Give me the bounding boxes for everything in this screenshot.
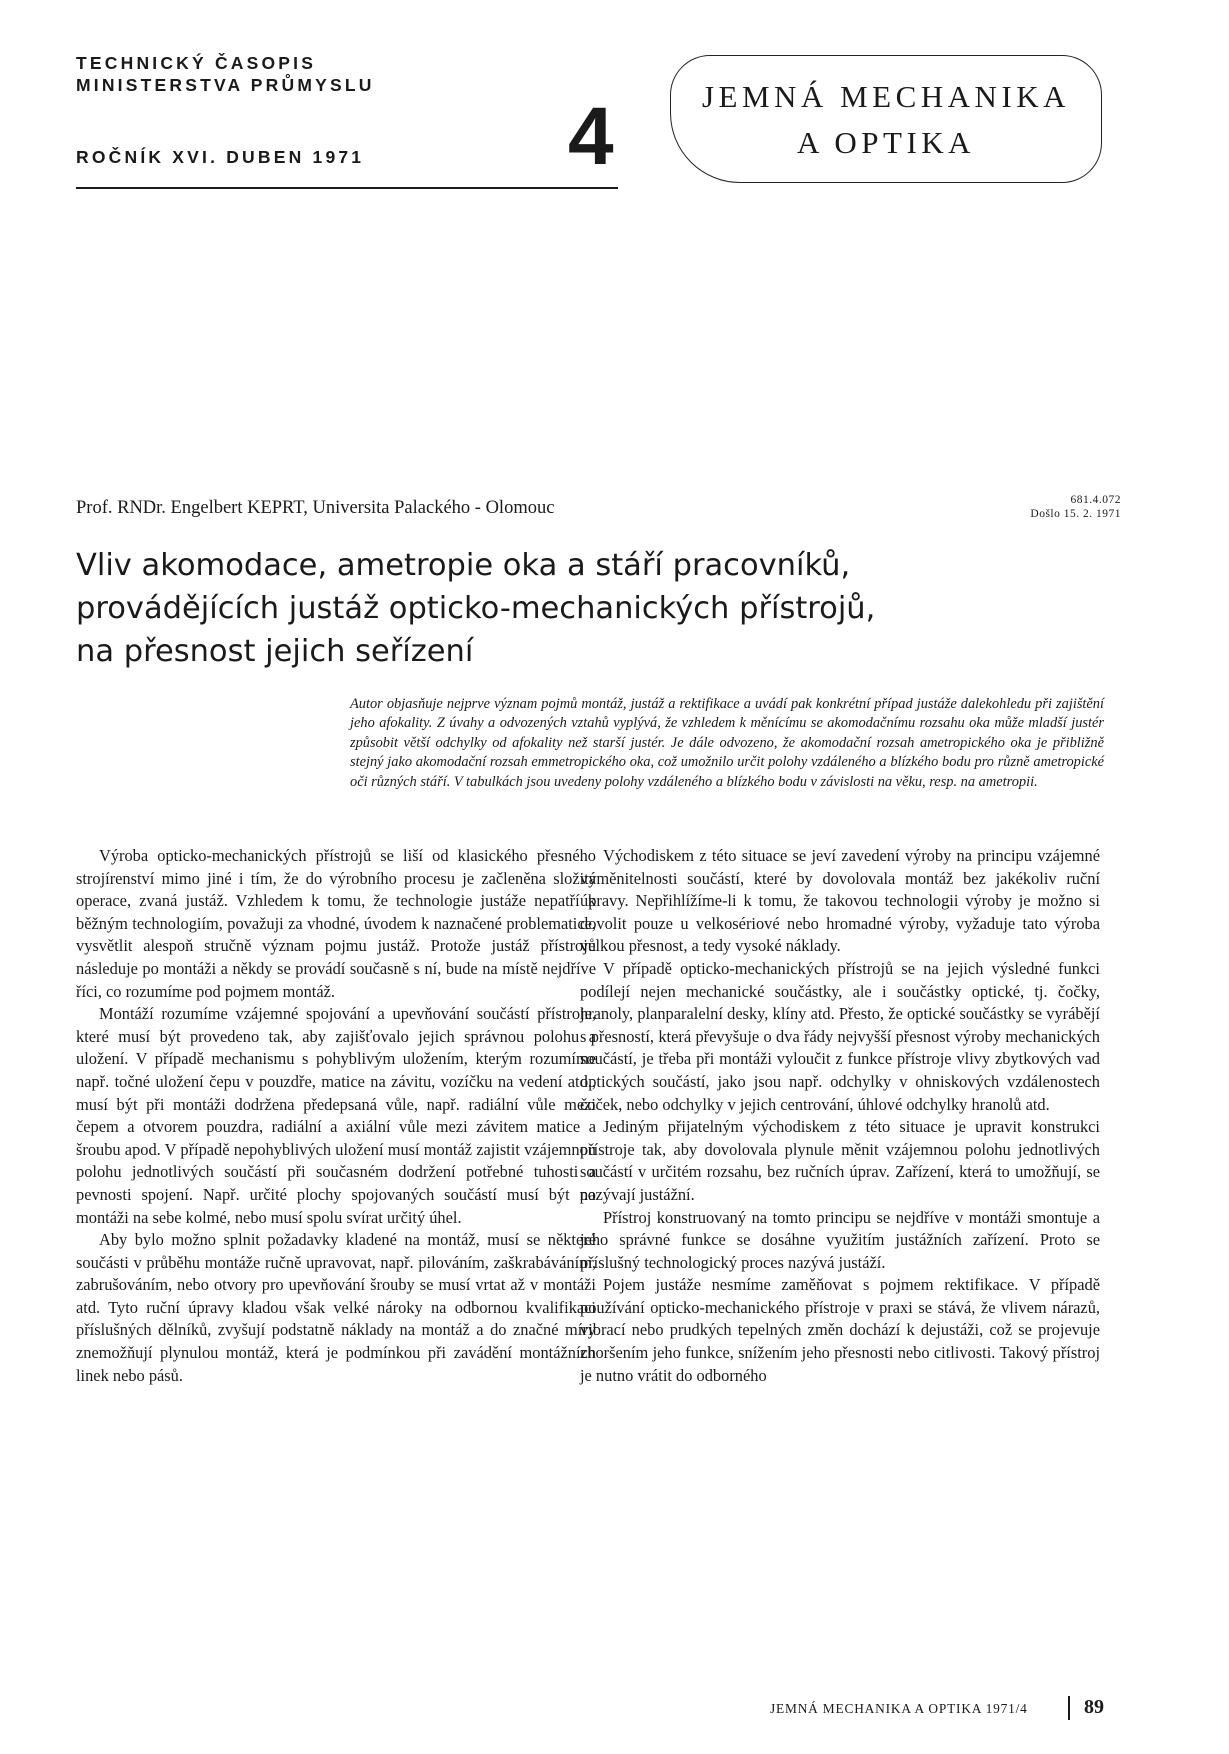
page-number: 89: [1084, 1696, 1104, 1718]
article-meta: [1030, 493, 1121, 521]
volume-date: ROČNÍK XVI. DUBEN 1971: [76, 147, 365, 167]
issue-number: 4: [568, 91, 614, 182]
publisher-line-2: MINISTERSTVA PRŮMYSLU: [76, 75, 375, 95]
title-line-2: provádějících justáž opticko-mechanických přístrojů,: [76, 591, 876, 626]
paragraph: Přístroj konstruovaný na tomto principu se nejdříve v montáži smontuje a jeho správné funkce se dosáhne využitím justážních zařízení. Proto se příslušný technologický proces nazývá justáží.: [580, 1207, 1100, 1272]
body-column-left: [76, 845, 596, 1387]
footer-separator: [1068, 1696, 1070, 1720]
journal-title-line-1: JEMNÁ MECHANIKA: [701, 79, 1071, 114]
abstract: Autor objasňuje nejprve význam pojmů montáž, justáž a rektifikace a uvádí pak konkrétní případ justáže dalekohledu při zajištění jeho afokality. Z úvahy a odvozených vztahů vyplývá, že vzhledem k měnícímu se akomodačnímu rozsahu oka může mladší justér způsobit větší odchylky od afokality než starší justér. Je dále odvozeno, že akomodační rozsah ametropického oka je přibližně stejný jako akomodační rozsah emmetropického oka, což umožnilo určit polohy vzdáleného a blízkého bodu pro různě ametropické oči různých stáří. V tabulkách jsou uvedeny polohy vzdáleného a blízkého bodu v závislosti na věku, resp. na ametropii.: [350, 696, 1104, 790]
received-date: Došlo 15. 2. 1971: [1030, 508, 1121, 520]
paragraph: V případě opticko-mechanických přístrojů se na jejich výsledné funkci podílejí nejen mechanické součástky, ale i součástky optické, tj. čočky, hranoly, planparalelní desky, klíny atd. Přesto, že optické součástky se vyrábějí s přesností, která převyšuje o dva řády nejvyšší přesnost výroby mechanických součástí, je třeba při montáži vyloučit z funkce přístroje vlivy zbytkových vad optických součástí, jako jsou např. odchylky v ohniskových vzdálenostech čoček, nebo odchylky v jejich centrování, úhlové odchylky hranolů atd.: [580, 958, 1100, 1114]
journal-title-line-2: A OPTIKA: [796, 125, 976, 160]
article-title: [76, 544, 1136, 673]
journal-title-box: [670, 55, 1102, 183]
author-line: Prof. RNDr. Engelbert KEPRT, Universita Palackého - Olomouc: [76, 498, 555, 518]
paragraph: Jediným přijatelným východiskem z této situace je upravit konstrukci přístroje tak, aby dovolovala plynule měnit vzájemnou polohu jednotlivých součástí v určitém rozsahu, bez ručních úprav. Zařízení, která to umožňují, se nazývají justážní.: [580, 1117, 1100, 1204]
paragraph: Východiskem z této situace se jeví zavedení výroby na principu vzájemné vyměnitelnosti součástí, které by dovolovala montáž bez jakékoliv ruční úpravy. Nepřihlížíme-li k tomu, že takovou technologii výroby je možno si dovolit pouze u velkosériové nebo hromadné výroby, vyžaduje tato výroba velkou přesnost, a tedy vysoké náklady.: [580, 846, 1100, 956]
paragraph: Montáží rozumíme vzájemné spojování a upevňování součástí přístroje, které musí být provedeno tak, aby zajišťovalo jejich správnou polohu a uložení. V případě mechanismu s pohyblivým uložením, kterým rozumíme např. točné uložení čepu v pouzdře, matice na závitu, vozíčku na vedení atd., musí být při montáži dodržena předepsaná vůle, např. radiální vůle mezi čepem a otvorem pouzdra, radiální a axiální vůle mezi závitem matice a šroubu apod. V případě nepohyblivých uložení musí montáž zajistit vzájemnou polohu jednotlivých součástí při současném dodržení potřebné tuhosti a pevnosti spojení. Např. určité plochy spojovaných součástí musí být po montáži na sebe kolmé, nebo musí spolu svírat určitý úhel.: [76, 1004, 596, 1227]
publisher-line-1: TECHNICKÝ ČASOPIS: [76, 53, 317, 73]
masthead: [76, 52, 626, 168]
paragraph: Pojem justáže nesmíme zaměňovat s pojmem rektifikace. V případě používání opticko-mechanického přístroje v praxi se stává, že vlivem nárazů, vibrací nebo prudkých tepelných změn dochází k dejustáži, což se projevuje zhoršením jeho funkce, snížením jeho přesnosti nebo citlivosti. Takový přístroj je nutno vrátit do odborného: [580, 1275, 1100, 1385]
masthead-rule: [76, 187, 618, 189]
title-line-1: Vliv akomodace, ametropie oka a stáří pracovníků,: [76, 548, 851, 583]
title-line-3: na přesnost jejich seřízení: [76, 634, 474, 669]
body-column-right: [580, 845, 1100, 1387]
paragraph: Aby bylo možno splnit požadavky kladené na montáž, musí se některé součásti v průběhu montáže ručně upravovat, např. pilováním, zaškrabáváním, zabrušováním, nebo otvory pro upevňování šrouby se musí vrtat až v montáži atd. Tyto ruční úpravy kladou však velké nároky na odbornou kvalifikaci příslušných dělníků, zvyšují podstatně náklady na montáž a do značné míry znemožňují plynulou montáž, která je podmínkou při zavádění montážních linek nebo pásů.: [76, 1230, 596, 1385]
paragraph: Výroba opticko-mechanických přístrojů se liší od klasického přesného strojírenství mimo jiné i tím, že do výrobního procesu je začleněna složitá operace, zvaná justáž. Vzhledem k tomu, že technologie justáže nepatří k běžným technologiím, považuji za vhodné, úvodem k naznačené problematice, vysvětlit alespoň stručně význam pojmu justáž. Protože justáž přístrojů následuje po montáži a někdy se provádí současně s ní, bude na místě nejdříve říci, co rozumíme pod pojmem montáž.: [76, 846, 596, 1001]
running-footer: JEMNÁ MECHANIKA A OPTIKA 1971/4: [770, 1701, 1028, 1716]
udc-code: 681.4.072: [1070, 494, 1121, 506]
